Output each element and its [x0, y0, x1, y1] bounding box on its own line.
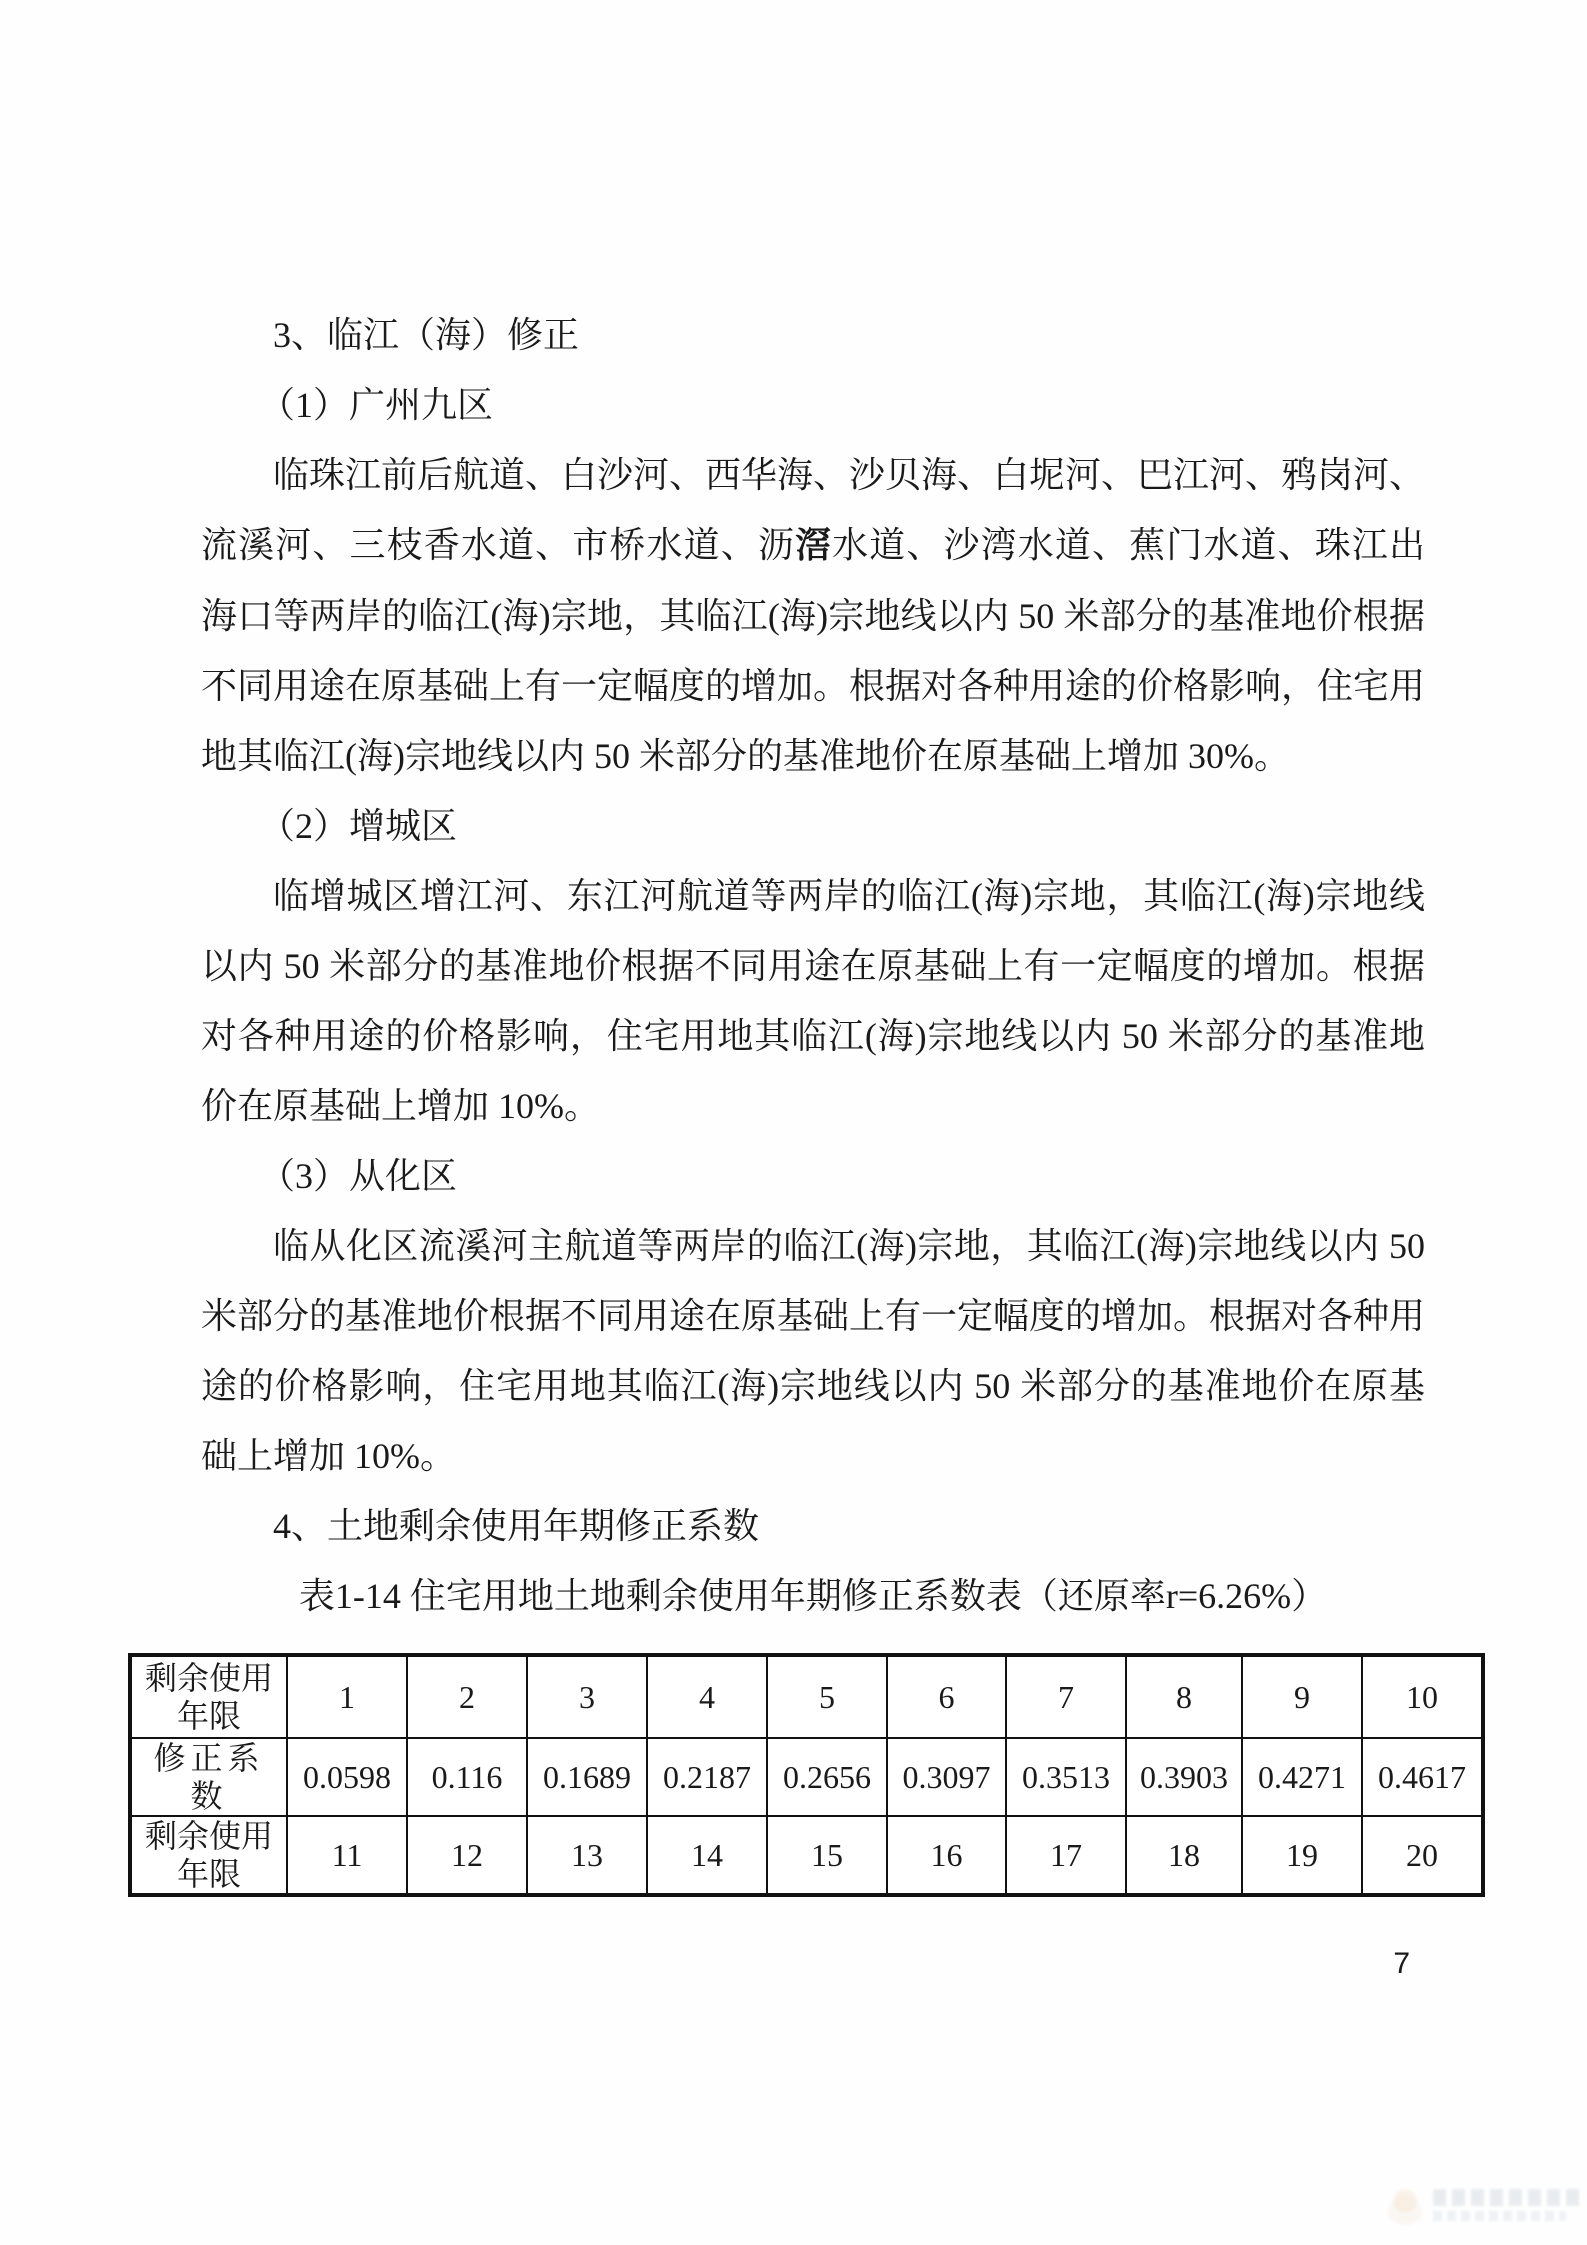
page-number: 7: [1393, 1947, 1410, 1980]
section-heading-4: 4、土地剩余使用年期修正系数: [273, 1506, 760, 1546]
value-cell: 6: [887, 1655, 1006, 1738]
subsection-heading-guangzhou: （1）广州九区: [259, 385, 494, 425]
value-cell: 9: [1242, 1655, 1362, 1738]
watermark-text-line-1: [1433, 2189, 1581, 2206]
value-cell: 0.1689: [527, 1738, 647, 1816]
paragraph-zengcheng: 临增城区增江河、东江河航道等两岸的临江(海)宗地，其临江(海)宗地线以内 50 米部分的基准地价根据不同用途在原基础上有一定幅度的增加。根据对各种用途的价格影响，住宅用地其临江(海)宗地线以内 50 米部分的基准地价在原基础上增加 10%。: [201, 876, 1425, 1126]
value-cell: 17: [1006, 1816, 1126, 1895]
paragraph-guangzhou-text-post: 水道、沙湾水道、蕉门水道、珠江出海口等两岸的临江(海)宗地，其临江(海)宗地线以内 50 米部分的基准地价根据不同用途在原基础上有一定幅度的增加。根据对各种用途的价格影响，住宅用地其临江(海)宗地线以内 50 米部分的基准地价在原基础上增加 30%。: [201, 525, 1426, 776]
paragraph-guangzhou: [201, 440, 1425, 791]
value-cell: 0.3097: [887, 1738, 1006, 1816]
table-caption: 表1-14 住宅用地土地剩余使用年期修正系数表（还原率r=6.26%）: [298, 1576, 1328, 1616]
value-cell: 18: [1126, 1816, 1242, 1895]
value-cell: 13: [527, 1816, 647, 1895]
value-cell: 2: [407, 1655, 527, 1738]
value-cell: 1: [287, 1655, 407, 1738]
paragraph-conghua: 临从化区流溪河主航道等两岸的临江(海)宗地，其临江(海)宗地线以内 50 米部分的基准地价根据不同用途在原基础上有一定幅度的增加。根据对各种用途的价格影响，住宅用地其临江(海)宗地线以内 50 米部分的基准地价在原基础上增加 10%。: [201, 1226, 1426, 1476]
watermark-text-line-2: [1433, 2211, 1566, 2221]
coefficient-table: [128, 1653, 1485, 1897]
value-cell: 5: [767, 1655, 887, 1738]
value-cell: 15: [767, 1816, 887, 1895]
section-heading-3: 3、临江（海）修正: [273, 315, 580, 355]
value-cell: 0.2656: [767, 1738, 887, 1816]
fallback-bold-char: 滘: [794, 525, 833, 566]
paragraph-guangzhou-text-pre: 临珠江前后航道、白沙河、西华海、沙贝海、白坭河、巴江河、鸦岗河、流溪河、三枝香水道、市桥水道、沥: [201, 455, 1426, 565]
watermark-text: [1433, 2189, 1581, 2221]
value-cell: 0.0598: [287, 1738, 407, 1816]
row-header-cell: 修正系数: [130, 1738, 287, 1816]
value-cell: 0.4617: [1362, 1738, 1483, 1816]
value-cell: 0.3903: [1126, 1738, 1242, 1816]
row-header-cell: 剩余使用年限: [130, 1655, 287, 1738]
watermark-logo-icon: [1385, 2185, 1425, 2225]
value-cell: 4: [647, 1655, 767, 1738]
table-row-years-1-10: [130, 1655, 1483, 1738]
subsection-heading-zengcheng: （2）增城区: [259, 806, 458, 846]
value-cell: 11: [287, 1816, 407, 1895]
value-cell: 12: [407, 1816, 527, 1895]
table-row-coefficients: [130, 1738, 1483, 1816]
value-cell: 20: [1362, 1816, 1483, 1895]
value-cell: 0.4271: [1242, 1738, 1362, 1816]
table-row-years-11-20: [130, 1816, 1483, 1895]
watermark: [1385, 2181, 1581, 2229]
value-cell: 0.2187: [647, 1738, 767, 1816]
value-cell: 7: [1006, 1655, 1126, 1738]
value-cell: 16: [887, 1816, 1006, 1895]
value-cell: 0.116: [407, 1738, 527, 1816]
row-header-cell: 剩余使用年限: [130, 1816, 287, 1895]
value-cell: 3: [527, 1655, 647, 1738]
subsection-heading-conghua: （3）从化区: [259, 1156, 458, 1196]
value-cell: 8: [1126, 1655, 1242, 1738]
value-cell: 0.3513: [1006, 1738, 1126, 1816]
value-cell: 19: [1242, 1816, 1362, 1895]
value-cell: 14: [647, 1816, 767, 1895]
value-cell: 10: [1362, 1655, 1483, 1738]
